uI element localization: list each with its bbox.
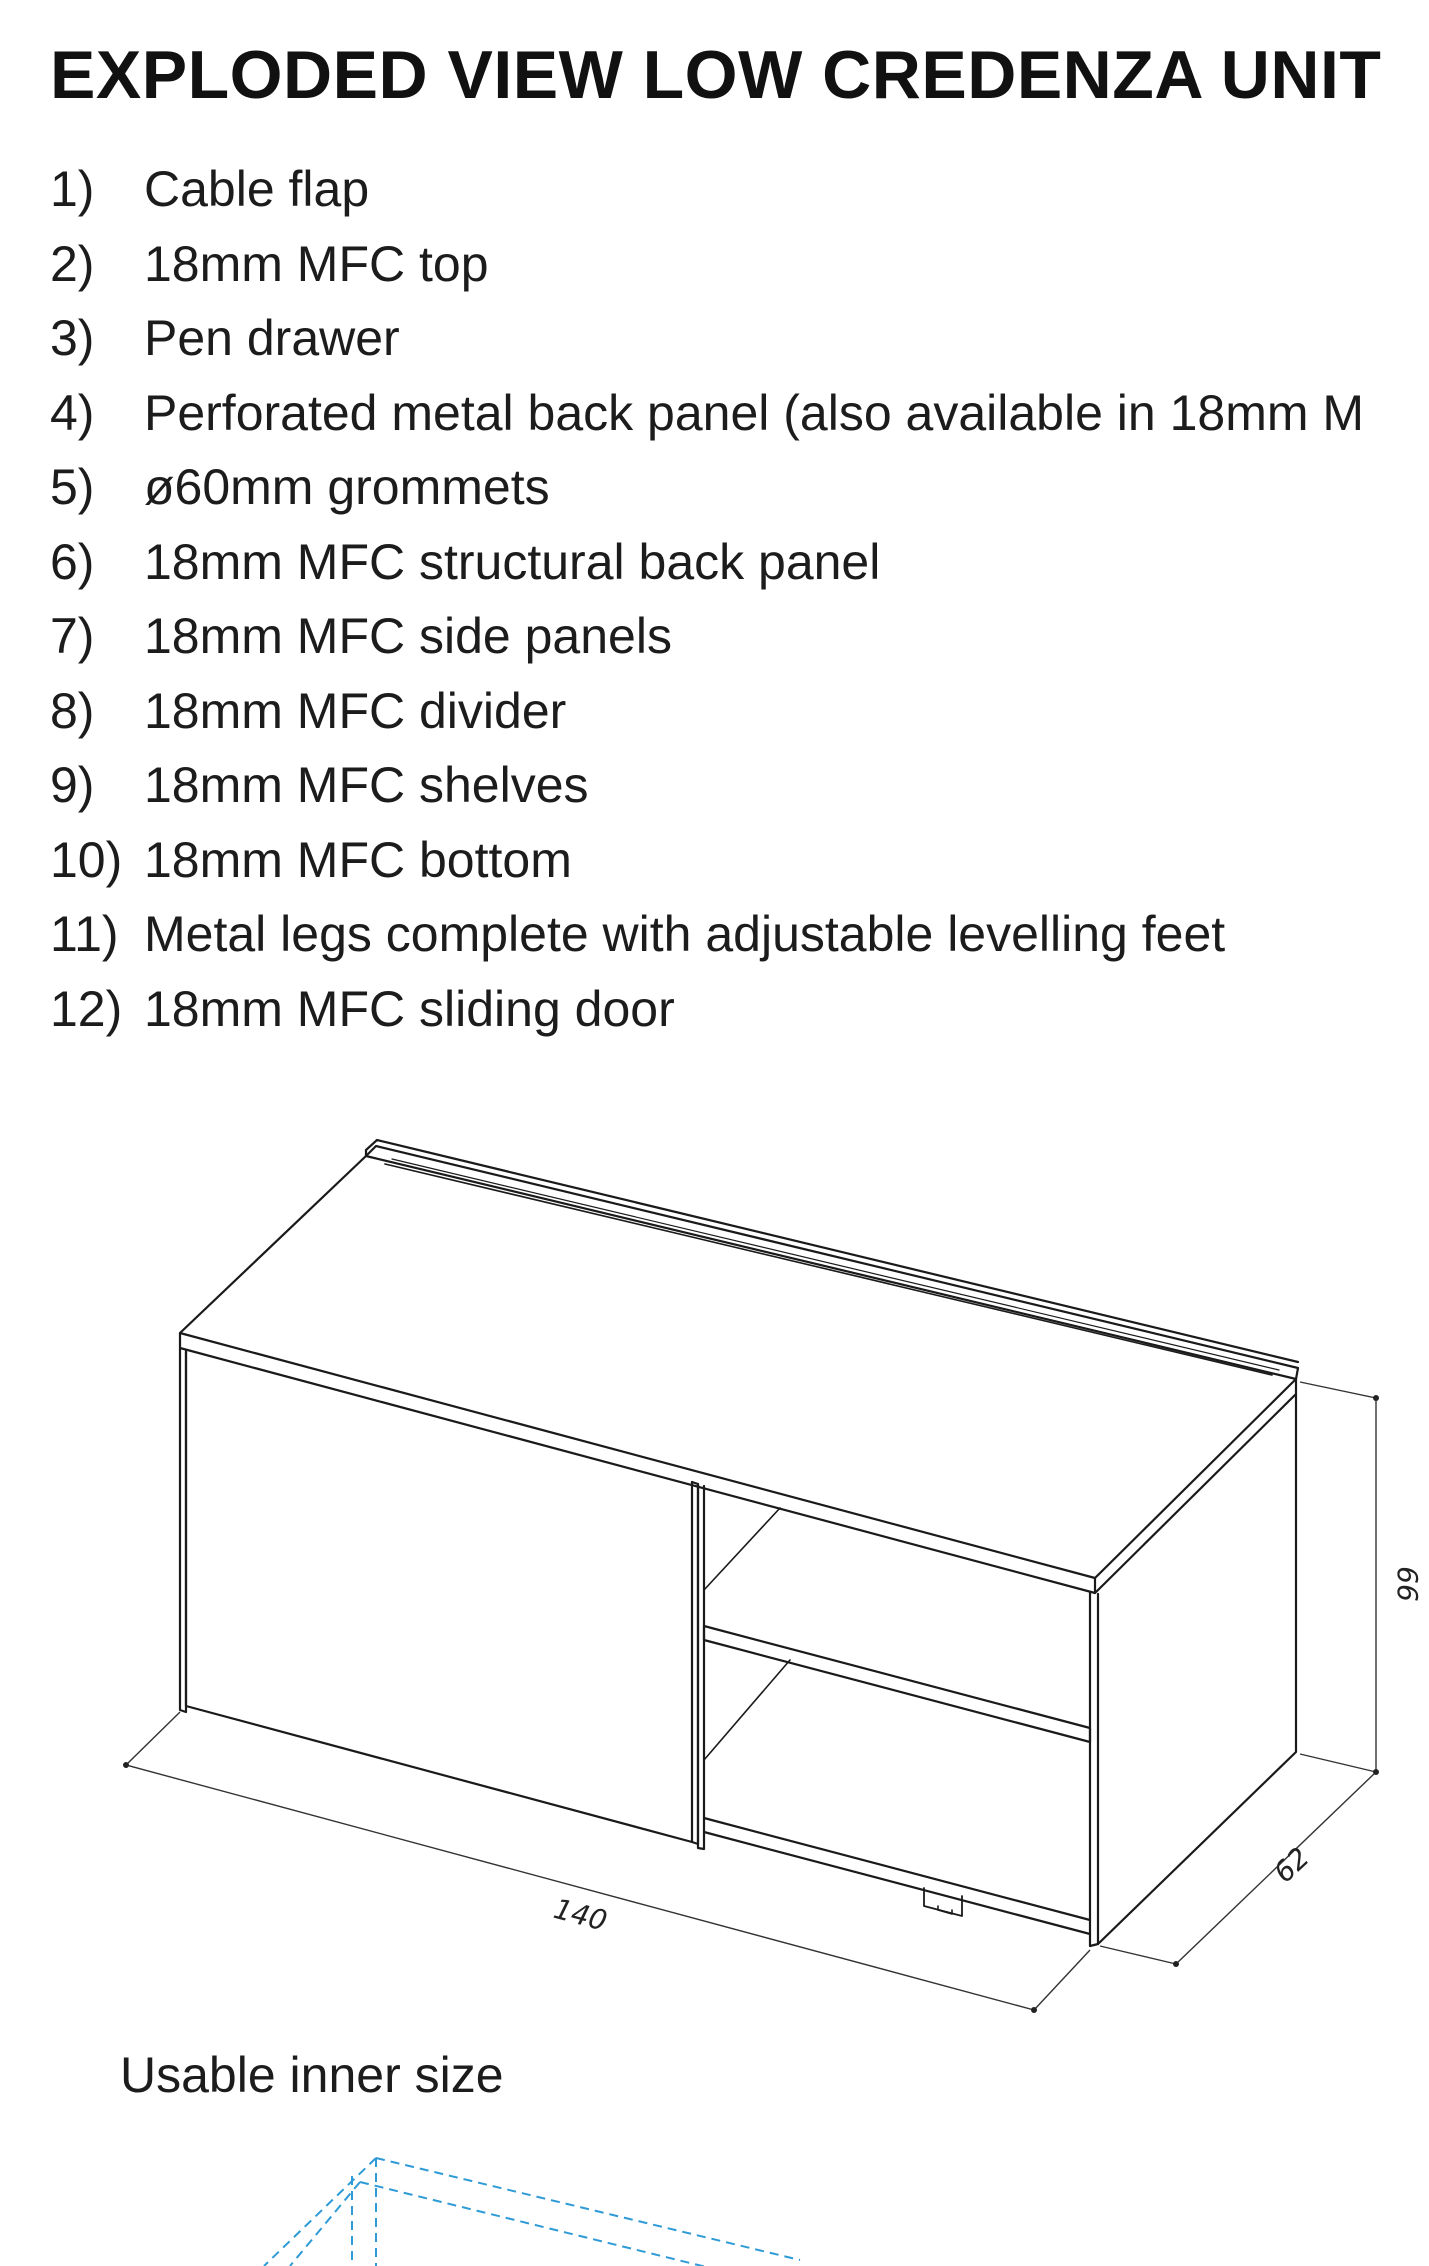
part-number: 1) xyxy=(50,161,95,217)
list-item xyxy=(50,599,1429,674)
depth-extension-front xyxy=(1100,1946,1176,1964)
depth-extension-back xyxy=(1300,1754,1376,1772)
depth-dimension-label: 62 xyxy=(1267,1840,1316,1890)
cabinet-top-surface xyxy=(180,1156,1296,1578)
list-item xyxy=(50,450,1429,525)
part-number: 3) xyxy=(50,310,95,366)
metal-leg-foot xyxy=(938,1906,952,1914)
metal-leg xyxy=(924,1888,962,1916)
middle-shelf xyxy=(704,1626,1090,1742)
open-compartment-back-edge xyxy=(704,1508,780,1590)
part-label: Perforated metal back panel (also available in 18mm M xyxy=(144,384,1365,441)
list-item xyxy=(50,674,1429,749)
part-label: Pen drawer xyxy=(144,310,400,366)
part-label: 18mm MFC side panels xyxy=(144,608,672,664)
dimension-tick xyxy=(123,1762,129,1768)
list-item xyxy=(50,897,1429,972)
part-number: 2) xyxy=(50,235,95,292)
cable-flap-slot xyxy=(385,1164,1272,1375)
part-label: Metal legs complete with adjustable levelling feet xyxy=(144,906,1226,962)
list-item xyxy=(50,301,1429,376)
part-label: 18mm MFC shelves xyxy=(144,757,589,813)
part-label: 18mm MFC sliding door xyxy=(144,980,675,1037)
part-number: 12) xyxy=(50,980,123,1037)
cable-flap xyxy=(366,1146,1298,1379)
list-item xyxy=(50,972,1429,1047)
cable-flap-edge xyxy=(366,1140,1298,1362)
width-dimension-line xyxy=(126,1765,1034,2010)
width-dimension-label: 140 xyxy=(550,1891,611,1938)
dimension-tick xyxy=(1031,2007,1037,2013)
part-label: Cable flap xyxy=(144,161,370,217)
credenza-cabinet xyxy=(180,1140,1298,1946)
list-item xyxy=(50,227,1429,302)
inner-outline-left-diagonal-2 xyxy=(290,2182,360,2266)
inner-size-caption: Usable inner size xyxy=(120,2047,504,2103)
part-label: 18mm MFC structural back panel xyxy=(144,533,881,590)
cabinet-bottom xyxy=(704,1818,1090,1934)
part-label: ø60mm grommets xyxy=(144,459,550,515)
list-item xyxy=(50,152,1429,227)
right-side-panel-front xyxy=(1090,1592,1098,1946)
dimension-tick xyxy=(1173,1961,1179,1967)
dimension-lines xyxy=(126,1382,1376,2010)
part-number: 6) xyxy=(50,533,95,590)
width-extension-right xyxy=(1034,1950,1090,2010)
sliding-door xyxy=(186,1352,692,1842)
part-number: 5) xyxy=(50,459,95,515)
sliding-door-edge xyxy=(692,1482,698,1844)
cabinet-top-front-edge xyxy=(180,1333,1095,1593)
part-number: 11) xyxy=(50,906,119,962)
inner-outline-top-back xyxy=(376,2158,800,2260)
page-title: EXPLODED VIEW LOW CREDENZA UNIT xyxy=(50,37,1382,113)
cabinet-top-side-edge xyxy=(1095,1379,1296,1593)
left-side-panel xyxy=(180,1348,186,1712)
height-dimension-label: 66 xyxy=(1391,1566,1424,1602)
part-number: 10) xyxy=(50,831,123,888)
part-label: 18mm MFC bottom xyxy=(144,831,572,888)
inner-outline-top-front xyxy=(360,2182,800,2266)
list-item xyxy=(50,525,1429,600)
part-number: 4) xyxy=(50,384,95,441)
list-item xyxy=(50,823,1429,898)
parts-list xyxy=(50,152,1429,1046)
list-item xyxy=(50,748,1429,823)
list-item xyxy=(50,376,1429,451)
dimension-tick xyxy=(1373,1769,1379,1775)
part-number: 7) xyxy=(50,608,95,664)
depth-dimension-line xyxy=(1176,1772,1376,1964)
dimension-ticks xyxy=(123,1395,1379,2013)
part-number: 8) xyxy=(50,682,95,739)
open-compartment-back-edge-low xyxy=(704,1660,790,1760)
cable-flap-slot-2 xyxy=(392,1159,1279,1370)
inner-size-outline xyxy=(264,2158,800,2266)
inner-outline-left-diagonal xyxy=(264,2158,376,2266)
height-extension-top xyxy=(1300,1382,1376,1398)
part-number: 9) xyxy=(50,757,95,813)
width-extension-left xyxy=(126,1712,180,1765)
divider-panel xyxy=(698,1484,704,1849)
part-label: 18mm MFC divider xyxy=(144,682,567,739)
dimension-tick xyxy=(1373,1395,1379,1401)
right-side-panel-outer xyxy=(1098,1394,1296,1944)
part-label: 18mm MFC top xyxy=(144,235,489,292)
